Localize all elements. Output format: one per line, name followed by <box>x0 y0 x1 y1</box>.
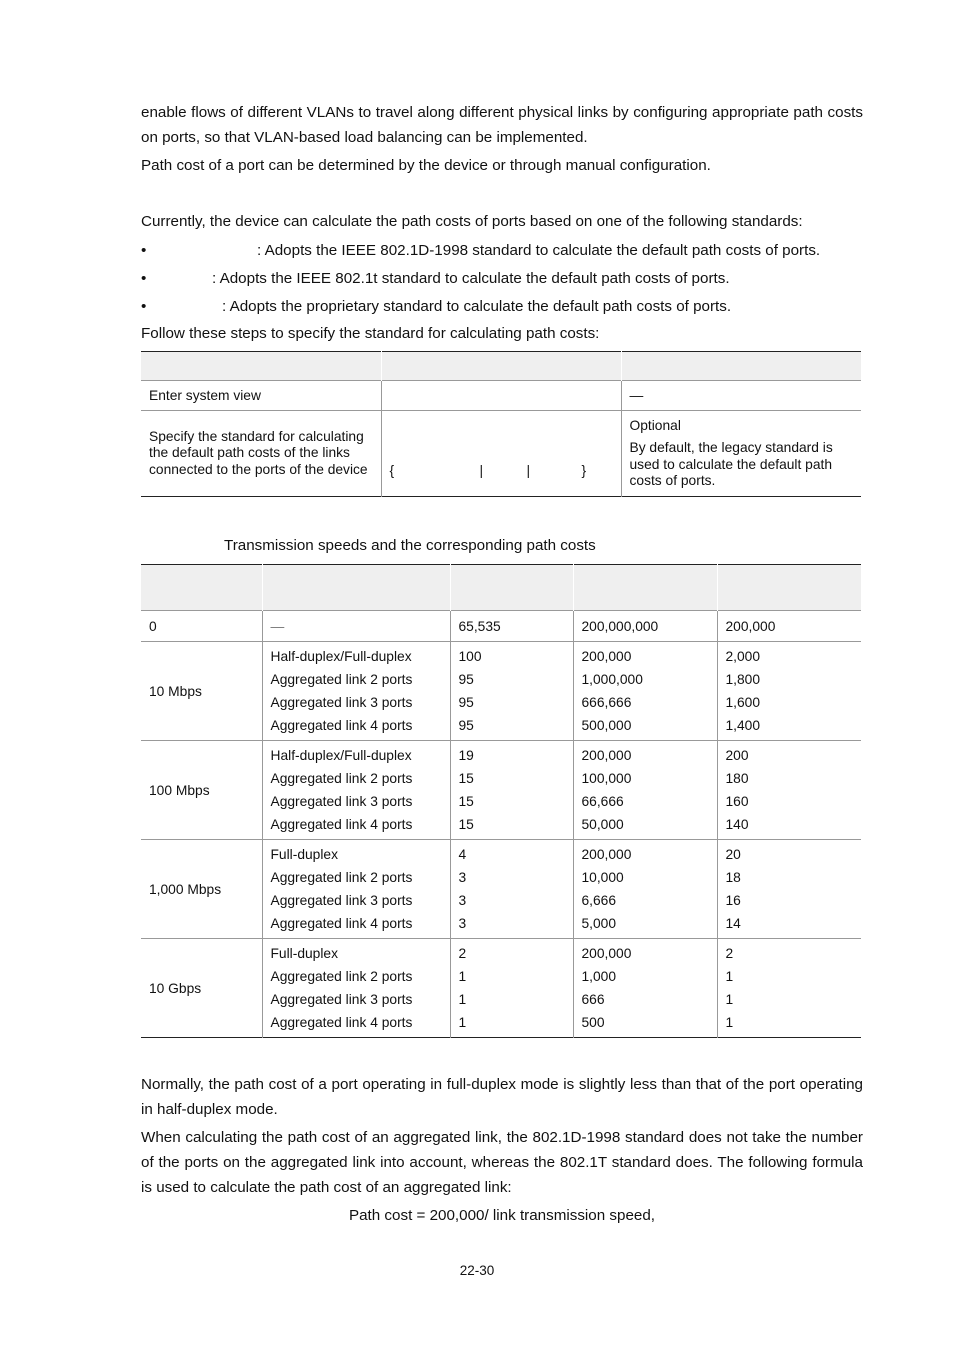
standards-lead: Currently, the device can calculate the path costs of ports based on one of the following standards: <box>141 213 803 230</box>
cost-value: 19 <box>458 748 474 763</box>
table-caption: Transmission speeds and the corresponding path costs <box>224 537 596 554</box>
header-cell <box>381 352 621 381</box>
cost-value: 3 <box>458 916 467 931</box>
duplex-line: Full-duplex <box>270 847 338 862</box>
intro-section <box>141 100 863 178</box>
duplex-line: Aggregated link 4 ports <box>270 916 413 931</box>
cost-value: 15 <box>458 771 474 786</box>
cost-8021d-cell <box>450 840 573 939</box>
operation-cell: Enter system view <box>141 381 381 411</box>
header-cell <box>621 352 861 381</box>
steps-table <box>141 351 861 497</box>
table-row <box>141 642 861 741</box>
standards-list <box>141 237 863 321</box>
intro-paragraph-1: enable flows of different VLANs to travel along different physical links by configuring appropriate path costs on ports, so that VLAN-based load balancing can be implemented. <box>141 104 863 146</box>
cost-value: 15 <box>458 794 474 809</box>
operation-cell: Specify the standard for calculating the default path costs of the links connected to the ports of the device <box>141 411 381 497</box>
intro-paragraph-2: Path cost of a port can be determined by the device or through manual configuration. <box>141 157 711 174</box>
duplex-cell: — <box>262 611 450 642</box>
cost-value: 2,000 <box>725 649 761 664</box>
duplex-line: Half-duplex/Full-duplex <box>270 649 412 664</box>
cost-value: 5,000 <box>581 916 617 931</box>
brace-close: } <box>581 462 587 478</box>
cost-8021t-cell <box>573 939 717 1038</box>
cost-value: 160 <box>725 794 749 809</box>
cost-value: 140 <box>725 817 749 832</box>
cost-value: 1 <box>725 969 734 984</box>
header-cell <box>141 565 262 611</box>
cost-value: 1,000,000 <box>581 672 643 687</box>
cost-value: 66,666 <box>581 794 624 809</box>
cost-private-cell: 200,000 <box>717 611 861 642</box>
formula: Path cost = 200,000/ link transmission speed, <box>348 1207 656 1224</box>
cost-value: 200,000 <box>581 946 632 961</box>
speed-cell: 1,000 Mbps <box>141 840 262 939</box>
cost-value: 1,600 <box>725 695 761 710</box>
cost-value: 100 <box>458 649 482 664</box>
page-number: 22-30 <box>459 1263 495 1278</box>
duplex-cell <box>262 840 450 939</box>
cost-value: 180 <box>725 771 749 786</box>
standard-item-text: : Adopts the proprietary standard to calculate the default path costs of ports. <box>222 298 732 315</box>
note-paragraph-2: When calculating the path cost of an aggregated link, the 802.1D-1998 standard does not take the number of the ports on the aggregated link into account, whereas the 802.1T standard does. The following formula is used to calculate the path cost of an aggregated link: <box>141 1129 863 1196</box>
cost-value: 2 <box>725 946 734 961</box>
steps-table-header <box>141 352 861 381</box>
cost-value: 2 <box>458 946 467 961</box>
cost-value: 10,000 <box>581 870 624 885</box>
bullet-icon: • <box>141 270 147 287</box>
header-cell <box>262 565 450 611</box>
cost-table-header <box>141 565 861 611</box>
cost-value: 1 <box>458 992 467 1007</box>
command-cell <box>381 411 621 497</box>
table-row <box>141 741 861 840</box>
duplex-line: Aggregated link 4 ports <box>270 817 413 832</box>
table-row <box>141 411 861 497</box>
cost-8021t-cell: 200,000,000 <box>573 611 717 642</box>
cost-value: 1,000 <box>581 969 617 984</box>
cost-value: 14 <box>725 916 741 931</box>
cost-value: 200,000 <box>581 847 632 862</box>
cost-value: 18 <box>725 870 741 885</box>
duplex-line: Aggregated link 4 ports <box>270 718 413 733</box>
speed-cell: 10 Gbps <box>141 939 262 1038</box>
standard-item-text: : Adopts the IEEE 802.1t standard to calculate the default path costs of ports. <box>212 270 730 287</box>
cost-value: 1 <box>458 1015 467 1030</box>
header-cell <box>573 565 717 611</box>
cost-value: 95 <box>458 695 474 710</box>
table-row <box>141 939 861 1038</box>
standard-item-dot1t <box>141 265 863 293</box>
header-cell <box>141 352 381 381</box>
cost-value: 16 <box>725 893 741 908</box>
cost-value: 1 <box>725 992 734 1007</box>
header-cell <box>717 565 861 611</box>
duplex-line: Aggregated link 3 ports <box>270 695 413 710</box>
header-cell <box>450 565 573 611</box>
cost-value: 200 <box>725 748 749 763</box>
cost-value: 200,000 <box>581 649 632 664</box>
table-row <box>141 611 861 642</box>
remarks-detail: By default, the legacy standard is used to calculate the default path costs of ports. <box>629 440 833 488</box>
bullet-icon: • <box>141 242 147 259</box>
standard-item-text: : Adopts the IEEE 802.1D-1998 standard to calculate the default path costs of ports. <box>257 242 821 259</box>
standards-follow: Follow these steps to specify the standard for calculating path costs: <box>141 325 600 342</box>
standards-section <box>141 209 863 346</box>
remarks-cell <box>621 411 861 497</box>
duplex-line: Aggregated link 3 ports <box>270 992 413 1007</box>
cost-value: 95 <box>458 672 474 687</box>
brace-open: { <box>389 462 395 478</box>
table-row <box>141 840 861 939</box>
duplex-cell <box>262 939 450 1038</box>
standard-item-legacy <box>141 237 863 265</box>
duplex-line: Aggregated link 2 ports <box>270 969 413 984</box>
duplex-cell <box>262 741 450 840</box>
cost-value: 20 <box>725 847 741 862</box>
separator: | <box>479 462 484 478</box>
cost-private-cell <box>717 939 861 1038</box>
cost-value: 1,400 <box>725 718 761 733</box>
duplex-line: Aggregated link 2 ports <box>270 870 413 885</box>
cost-8021t-cell <box>573 840 717 939</box>
duplex-line: Aggregated link 4 ports <box>270 1015 413 1030</box>
cost-value: 200,000 <box>581 748 632 763</box>
cost-value: 1,800 <box>725 672 761 687</box>
speed-cell: 0 <box>141 611 262 642</box>
cost-value: 1 <box>725 1015 734 1030</box>
cost-8021d-cell <box>450 741 573 840</box>
duplex-line: Aggregated link 3 ports <box>270 893 413 908</box>
duplex-line: Aggregated link 2 ports <box>270 771 413 786</box>
command-syntax <box>390 463 613 481</box>
cost-value: 95 <box>458 718 474 733</box>
cost-8021d-cell <box>450 642 573 741</box>
cost-8021d-cell <box>450 939 573 1038</box>
cost-private-cell <box>717 741 861 840</box>
cost-value: 3 <box>458 870 467 885</box>
cost-value: 666,666 <box>581 695 632 710</box>
cost-value: 1 <box>458 969 467 984</box>
cost-value: 50,000 <box>581 817 624 832</box>
cost-value: 15 <box>458 817 474 832</box>
cost-8021t-cell <box>573 741 717 840</box>
cost-private-cell <box>717 840 861 939</box>
duplex-line: Full-duplex <box>270 946 338 961</box>
remarks-cell: — <box>621 381 861 411</box>
duplex-cell <box>262 642 450 741</box>
remarks-optional: Optional <box>629 417 681 433</box>
cost-value: 500,000 <box>581 718 632 733</box>
notes-section <box>141 1072 863 1228</box>
cost-value: 3 <box>458 893 467 908</box>
cost-8021d-cell: 65,535 <box>450 611 573 642</box>
speed-cell: 100 Mbps <box>141 741 262 840</box>
cost-private-cell <box>717 642 861 741</box>
cost-value: 500 <box>581 1015 605 1030</box>
standard-item-proprietary <box>141 293 863 321</box>
duplex-line: Half-duplex/Full-duplex <box>270 748 412 763</box>
duplex-line: Aggregated link 2 ports <box>270 672 413 687</box>
duplex-line: Aggregated link 3 ports <box>270 794 413 809</box>
command-cell <box>381 381 621 411</box>
path-cost-table <box>141 564 861 1038</box>
cost-value: 100,000 <box>581 771 632 786</box>
cost-value: 4 <box>458 847 467 862</box>
separator: | <box>526 462 531 478</box>
cost-value: 6,666 <box>581 893 617 908</box>
cost-8021t-cell <box>573 642 717 741</box>
note-paragraph-1: Normally, the path cost of a port operating in full-duplex mode is slightly less than that of the port operating in half-duplex mode. <box>141 1076 863 1118</box>
bullet-icon: • <box>141 298 147 315</box>
cost-value: 666 <box>581 992 605 1007</box>
table-row <box>141 381 861 411</box>
speed-cell: 10 Mbps <box>141 642 262 741</box>
